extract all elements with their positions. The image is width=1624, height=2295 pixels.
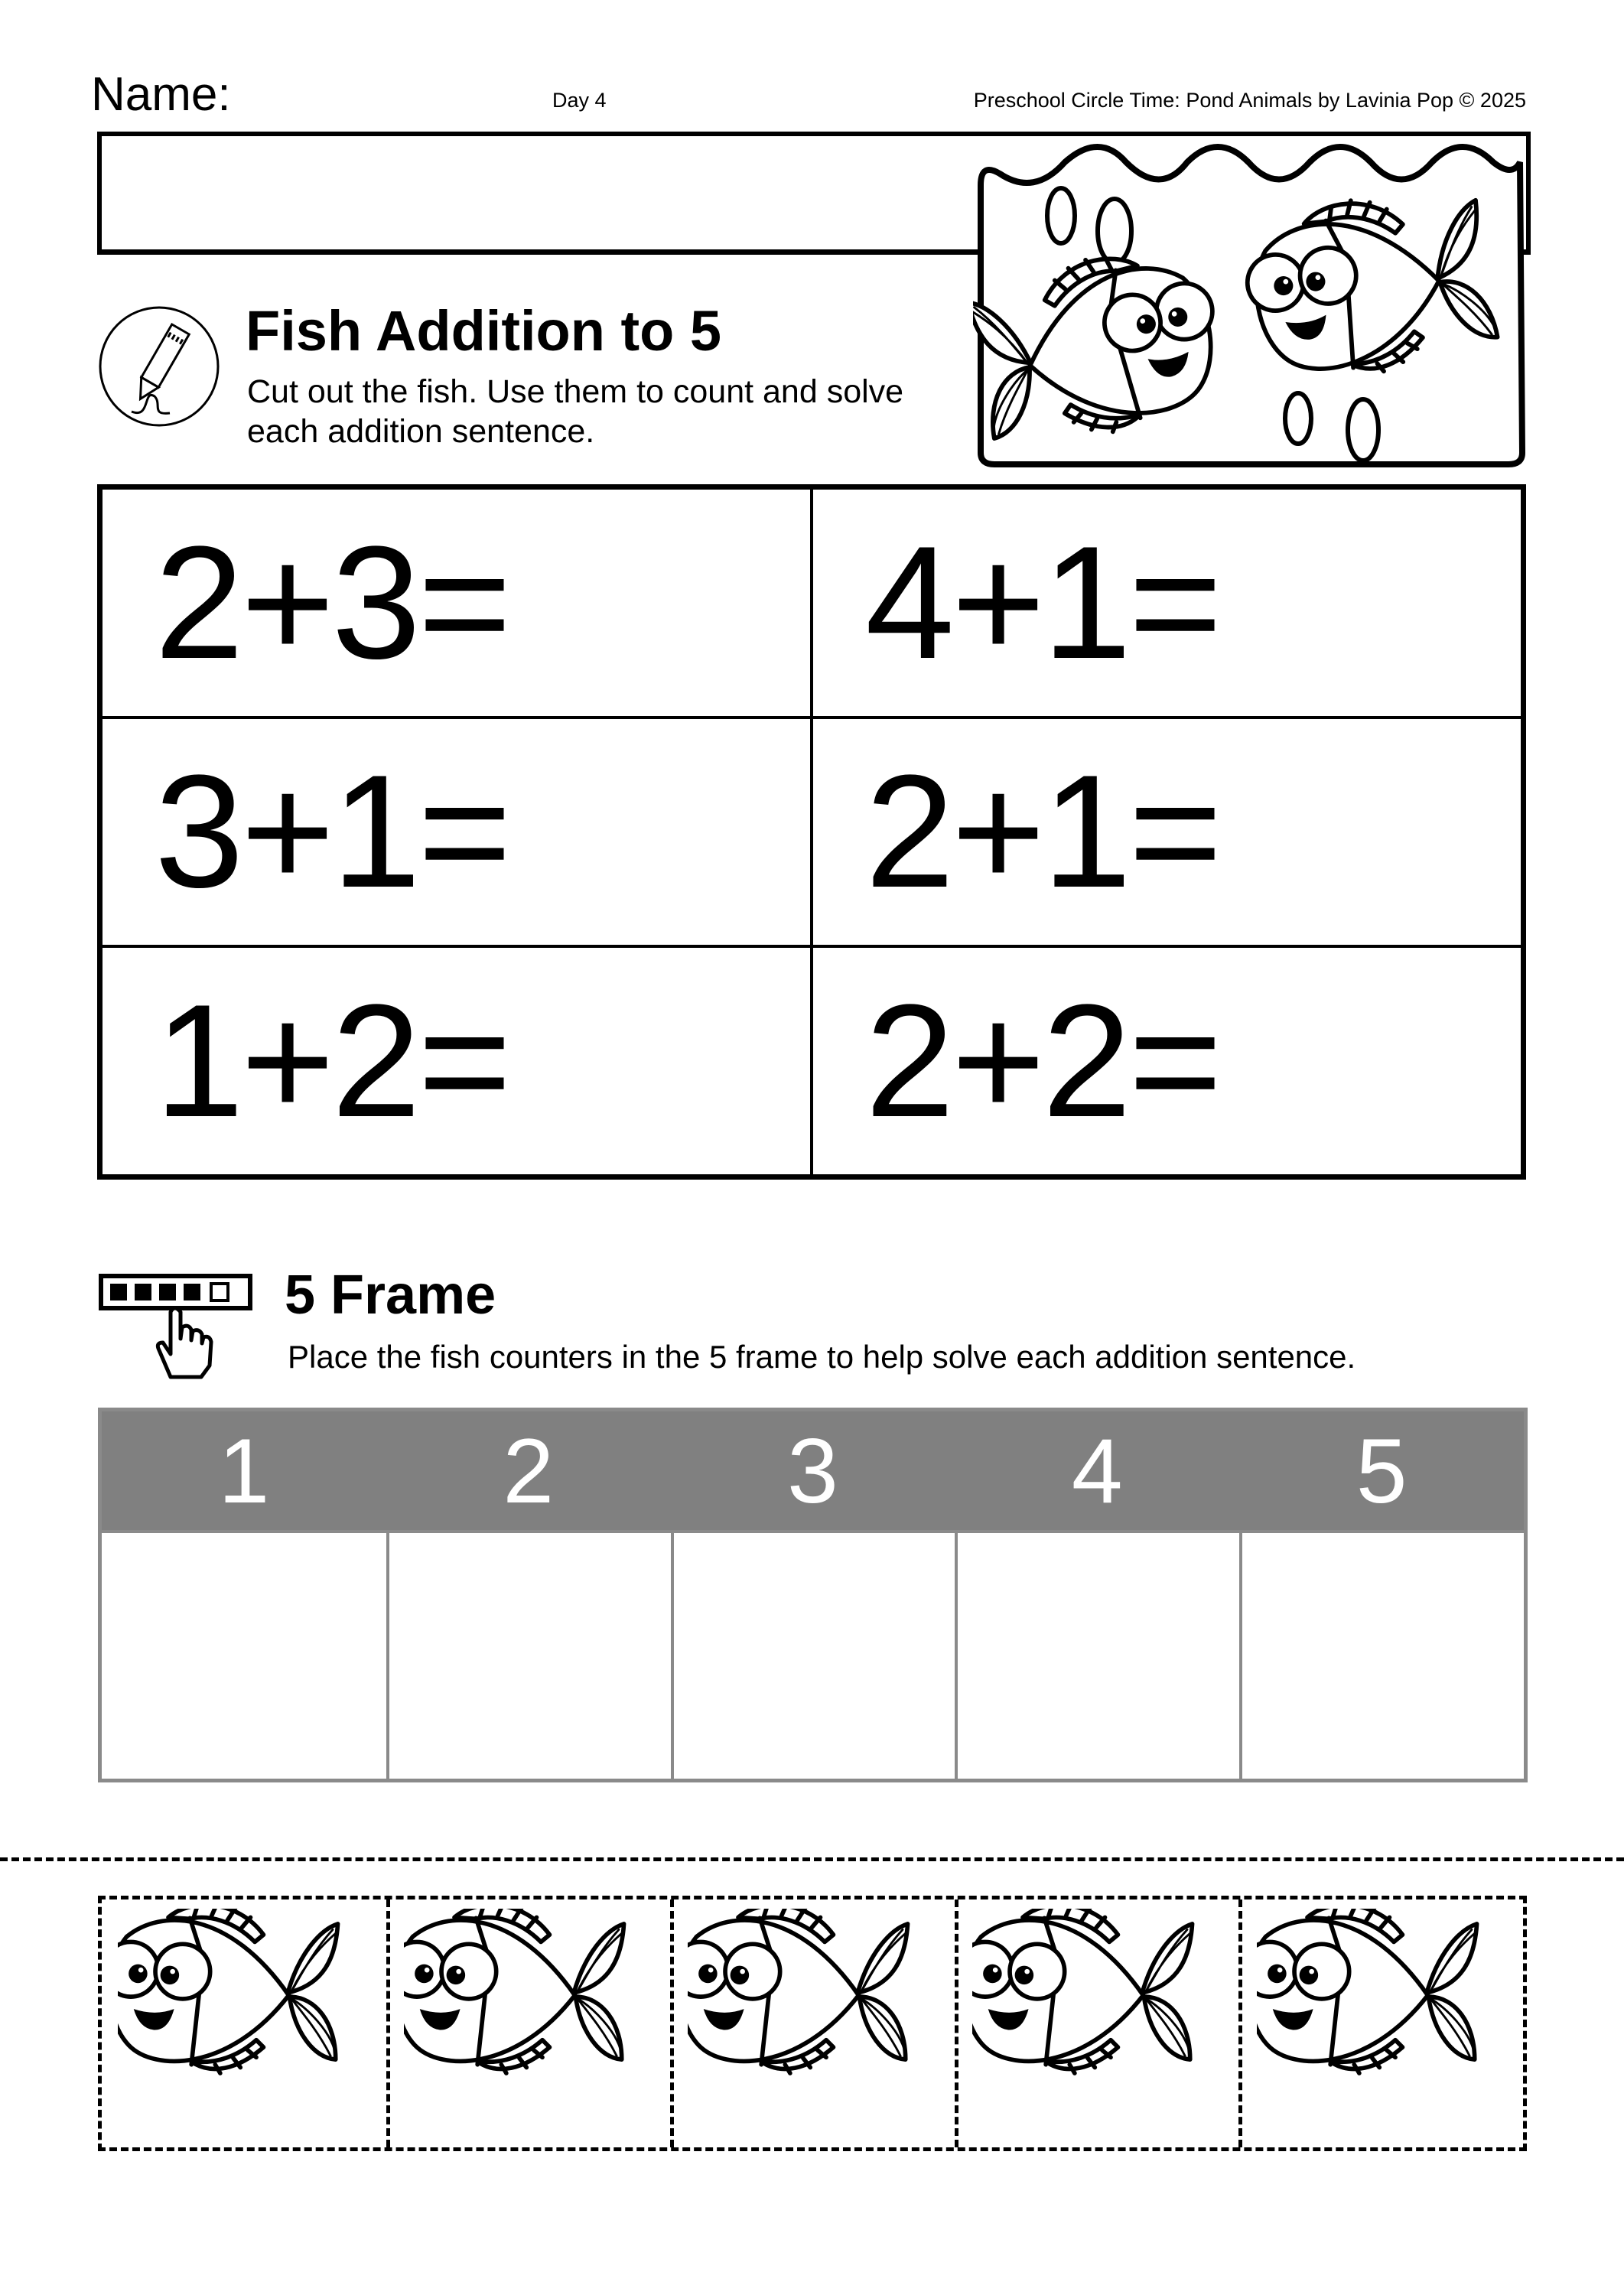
credit-text: Preschool Circle Time: Pond Animals by Lavinia Pop © 2025 (973, 89, 1526, 112)
equation-cell: 1+2= (101, 946, 812, 1176)
fish-icon (118, 1909, 370, 2138)
five-frame-title: 5 Frame (285, 1265, 496, 1326)
activity-title: Fish Addition to 5 (246, 299, 722, 363)
frame-slot-3[interactable] (671, 1530, 955, 1779)
equation-cell: 2+2= (812, 946, 1522, 1176)
equation-cell: 2+3= (101, 488, 812, 718)
frame-number: 1 (102, 1411, 386, 1530)
equation-table (97, 484, 1526, 1180)
frame-number: 2 (386, 1411, 671, 1530)
five-frame-instructions: Place the fish counters in the 5 frame to help solve each addition sentence. (288, 1339, 1356, 1375)
frame-slot-5[interactable] (1239, 1530, 1524, 1779)
fish-cutout[interactable] (955, 1899, 1239, 2147)
aquarium-illustration (973, 139, 1531, 470)
fish-cutout[interactable] (1238, 1899, 1523, 2147)
five-frame (98, 1408, 1528, 1782)
name-label: Name: (91, 68, 231, 121)
frame-slot-1[interactable] (102, 1530, 386, 1779)
frame-number: 3 (671, 1411, 955, 1530)
fish-cutout[interactable] (386, 1899, 671, 2147)
day-label: Day 4 (552, 89, 607, 112)
equation-cell: 3+1= (101, 718, 812, 947)
cut-line (0, 1857, 1624, 1861)
fish-icon (972, 1909, 1225, 2138)
activity-instructions: Cut out the fish. Use them to count and solve each addition sentence. (247, 373, 904, 450)
frame-slot-4[interactable] (955, 1530, 1239, 1779)
frame-number: 5 (1239, 1411, 1524, 1530)
fish-icon (1257, 1909, 1509, 2138)
fish-icon (688, 1909, 940, 2138)
five-frame-hand-icon (98, 1270, 255, 1385)
equation-cell: 4+1= (812, 488, 1522, 718)
fish-cutout[interactable] (670, 1899, 955, 2147)
fish-cutout[interactable] (102, 1899, 386, 2147)
frame-slot-2[interactable] (386, 1530, 671, 1779)
fish-cutouts (98, 1896, 1527, 2151)
pencil-icon (97, 304, 221, 428)
equation-cell: 2+1= (812, 718, 1522, 947)
frame-number: 4 (955, 1411, 1239, 1530)
fish-icon (404, 1909, 656, 2138)
